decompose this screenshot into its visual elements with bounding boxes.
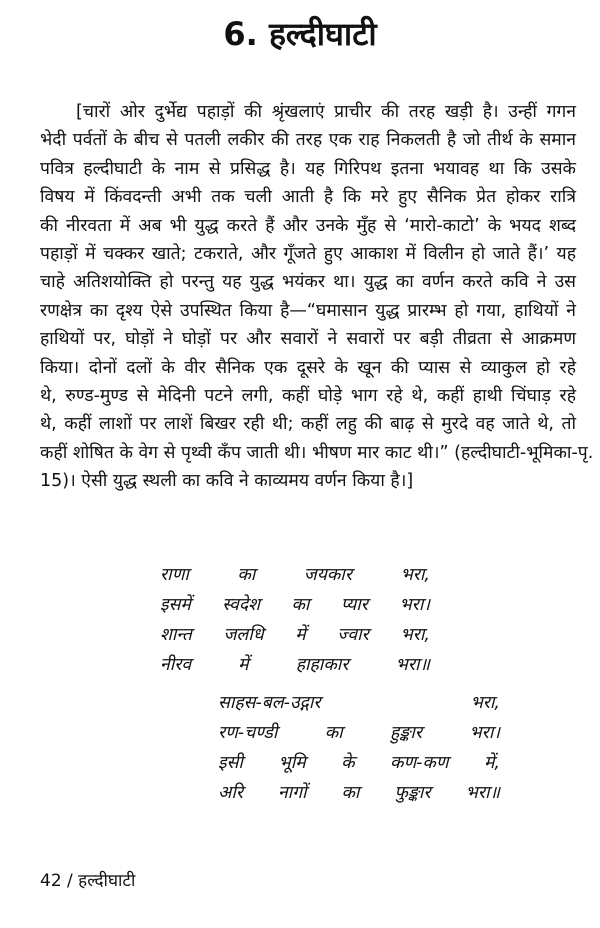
poem-stanza-1 [160,560,430,680]
paragraph-line: किया। दोनों दलों के वीर सैनिक एक दूसरे के खून की प्यास से व्याकुल हो रहे [40,357,576,378]
verse-line: शान्त जलधि में ज्वार भरा, [160,625,430,645]
paragraph-line: कहीं शोषित के वेग से पृथ्वी कँप जाती थी। भीषण मार काट थी।” (हल्दीघाटी-भूमिका-पृ. [40,442,594,463]
paragraph-line: पहाड़ों में चक्कर खाते; टकराते, और गूँजते हुए आकाश में विलीन हो जाते हैं।’ यह [40,243,576,264]
poem-stanza-2 [218,688,500,808]
paragraph-line: थे, कहीं लाशों पर लाशें बिखर रही थी; कहीं लहु की बाढ़ से मुरदे वह जाते थे, तो [40,414,576,435]
paragraph-line: चाहे अतिशयोक्ति हो परन्तु यह युद्ध भयंकर था। युद्ध का वर्णन करते कवि ने उस [40,272,576,293]
paragraph-line: थे, रुण्ड-मुण्ड से मेदिनी पटने लगी, कहीं घोड़े भाग रहे थे, कहीं हाथी चिंघाड़ रहे [40,385,576,406]
paragraph-line: [चारों ओर दुर्भेद्य पहाड़ों की श्रृंखलाएं प्राचीर की तरह खड़ी है। उन्हीं गगन [76,102,576,122]
verse-line: इसमें स्वदेश का प्यार भरा। [160,595,430,615]
paragraph-line: पवित्र हल्दीघाटी के नाम से प्रसिद्ध है। यह गिरिपथ इतना भयावह था कि उसके [40,158,576,179]
intro-paragraph [40,98,594,495]
verse-line: नीरव में हाहाकार भरा॥ [160,655,430,675]
page-footer: 42 / हल्दीघाटी [40,871,136,891]
paragraph-line: 15)। ऐसी युद्ध स्थली का कवि ने काव्यमय वर्णन किया है।] [40,471,414,492]
paragraph-line: हाथियों पर, घोड़ों ने घोड़ों पर और सवारों ने सवारों पर बड़ी तीव्रता से आक्रमण [40,329,576,350]
verse-line: अरि नागों का फुङ्कार भरा॥ [218,783,500,803]
paragraph-line: भेदी पर्वतों के बीच से पतली लकीर की तरह एक राह निकलती है जो तीर्थ के समान [40,130,576,151]
paragraph-line: रणक्षेत्र का दृश्य ऐसे उपस्थित किया है—“घमासान युद्ध प्रारम्भ हो गया, हाथियों ने [40,300,576,321]
paragraph-line: विषय में किंवदन्ती अभी तक चली आती है कि मरे हुए सैनिक प्रेत होकर रात्रि [40,187,576,208]
paragraph-line: की नीरवता में अब भी युद्ध करते हैं और उनके मुँह से ‘मारो-काटो’ के भयद शब्द [40,215,576,236]
chapter-title: 6. हल्दीघाटी [223,15,377,53]
verse-line: साहस-बल-उद्गार भरा, [218,693,500,713]
verse-line: राणा का जयकार भरा, [160,565,430,585]
verse-line: रण-चण्डी का हुङ्कार भरा। [218,723,500,743]
verse-line: इसी भूमि के कण-कण में, [218,753,500,773]
